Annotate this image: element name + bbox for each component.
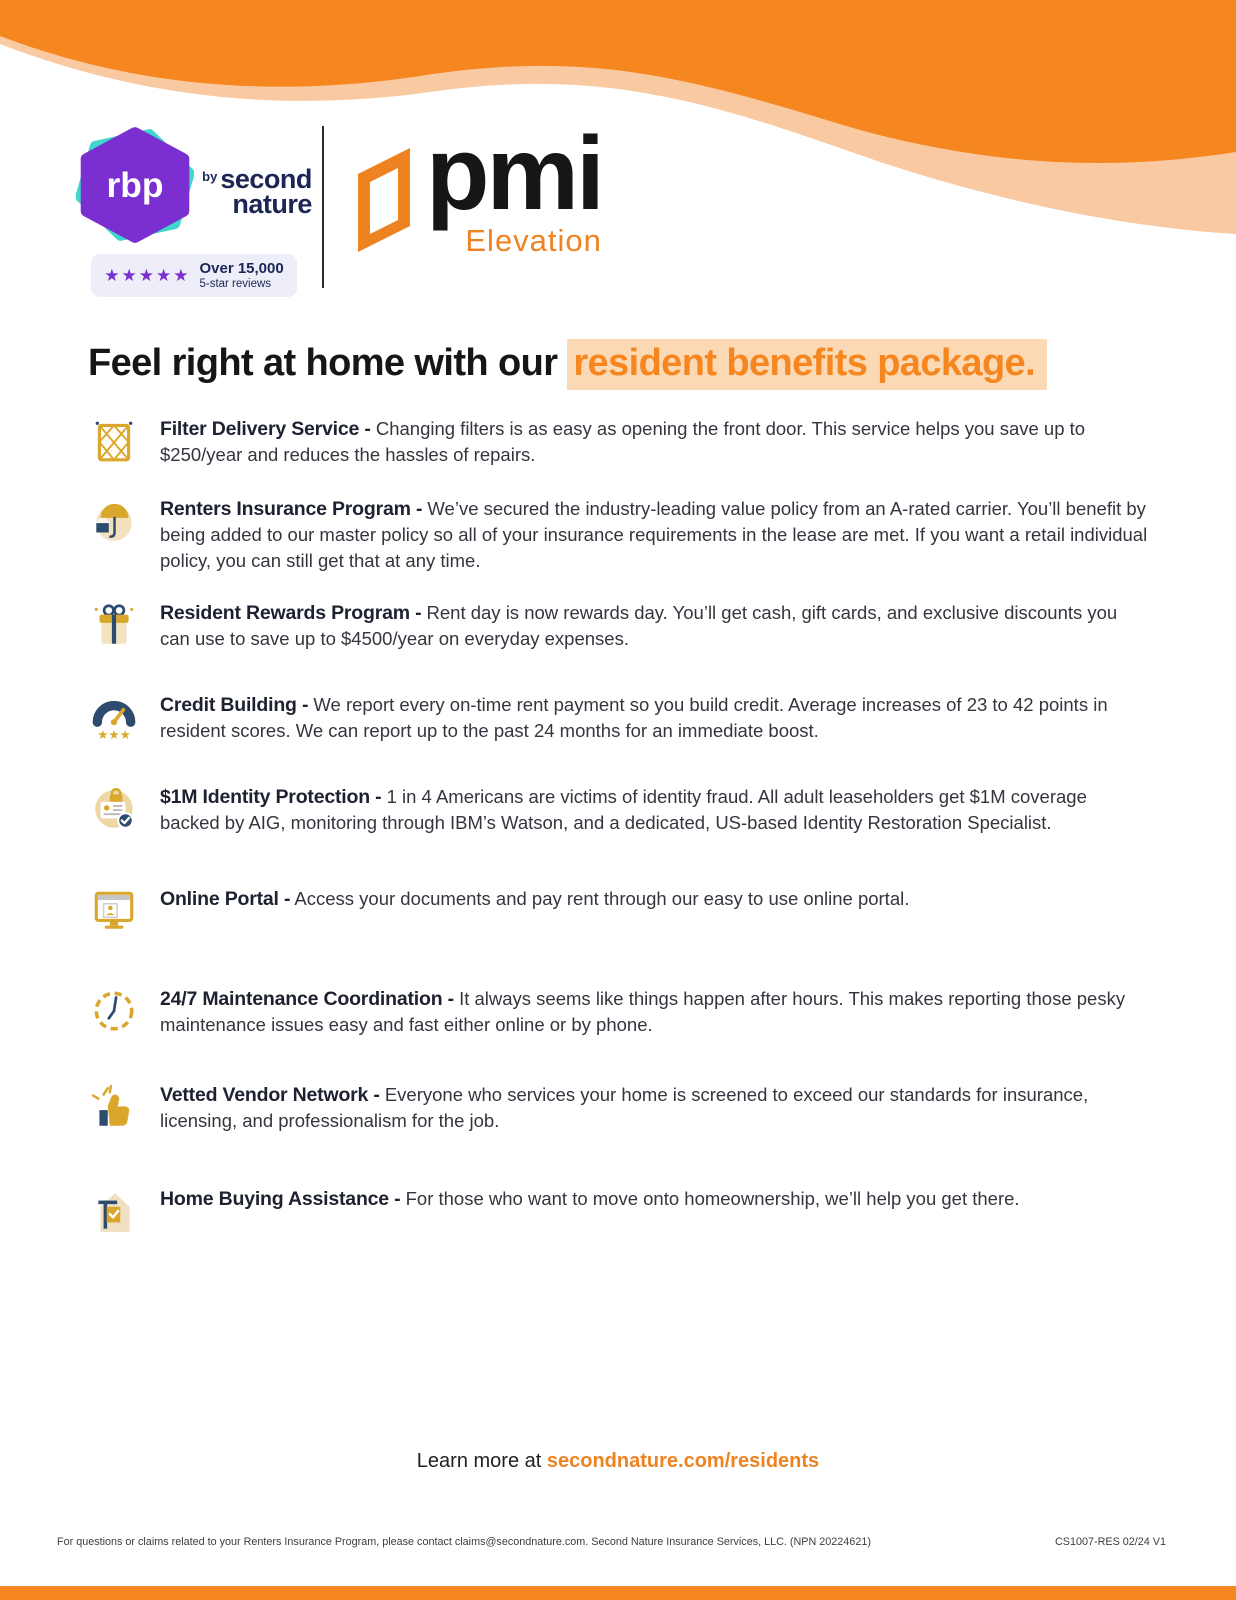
brand-row	[88, 116, 602, 297]
benefit-item-identity-protection	[86, 784, 1148, 836]
reviews-caption: 5-star reviews	[199, 277, 272, 290]
benefit-title: Filter Delivery Service -	[160, 418, 371, 440]
benefit-desc: We’ve secured the industry-leading value policy from an A-rated carrier. You’ll benefit by being added to our master policy so all of your insurance requirements in the lease are met. If you want a retail individual policy, you can still get that at any time.	[160, 498, 1148, 571]
learn-more-line	[0, 1450, 1236, 1473]
benefit-item-vendor-network	[86, 1082, 1148, 1134]
pmi-logo-block	[352, 116, 602, 259]
second-nature-wordmark	[202, 164, 312, 219]
pmi-wordmark: pmi	[426, 116, 602, 232]
reviews-count: Over 15,000	[199, 260, 284, 277]
logo-divider	[322, 126, 324, 288]
benefit-title: Home Buying Assistance -	[160, 1188, 401, 1210]
maintenance-clock-icon	[86, 986, 142, 1038]
benefit-title: Resident Rewards Program -	[160, 602, 422, 624]
rbp-logo-block	[88, 126, 312, 297]
benefit-title: Vetted Vendor Network -	[160, 1084, 380, 1106]
rbp-lockup	[76, 126, 312, 244]
benefit-desc: 1 in 4 Americans are victims of identity fraud. All adult leaseholders get $1M coverage backed by AIG, monitoring through IBM’s Watson, and a dedicated, US-based Identity Restoration Specialist.	[160, 786, 1087, 833]
by-label: by	[202, 169, 218, 185]
benefits-list	[86, 416, 1148, 1238]
five-stars-icon: ★★★★★	[104, 265, 191, 285]
benefit-item-maintenance	[86, 986, 1148, 1038]
benefit-desc: We report every on-time rent payment so you build credit. Average increases of 23 to 42 points in resident scores. We can report up to the past 24 months for an immediate boost.	[160, 694, 1108, 741]
home-buying-icon	[86, 1186, 142, 1238]
page-title-plain: Feel right at home with our	[88, 342, 558, 384]
benefit-title: Renters Insurance Program -	[160, 498, 423, 520]
benefit-item-resident-rewards	[86, 600, 1148, 652]
benefit-title: Online Portal -	[160, 888, 291, 910]
benefit-item-credit-building	[86, 692, 1148, 744]
online-portal-icon	[86, 886, 142, 938]
vetted-vendor-thumb-icon	[86, 1082, 142, 1134]
svg-text:★★★: ★★★	[97, 727, 131, 742]
pmi-elevation-label: Elevation	[465, 223, 602, 259]
benefit-desc: Everyone who services your home is screened to exceed our standards for insurance, licensing, and professionalism for the job.	[160, 1084, 1089, 1131]
credit-gauge-icon	[86, 692, 142, 744]
rbp-badge-text: rbp	[106, 165, 164, 205]
residents-link[interactable]: secondnature.com/residents	[546, 1450, 820, 1472]
document-code: CS1007-RES 02/24 V1	[1054, 1536, 1166, 1548]
page-title	[88, 342, 1047, 385]
umbrella-house-icon	[86, 496, 142, 548]
page-title-highlight: resident benefits package.	[567, 339, 1047, 390]
filter-icon	[86, 416, 142, 468]
benefit-title: 24/7 Maintenance Coordination -	[160, 988, 454, 1010]
benefit-item-online-portal	[86, 886, 1148, 938]
benefit-desc: It always seems like things happen after hours. This makes reporting those pesky maintenance issues easy and fast either online or by phone.	[160, 988, 1126, 1035]
benefit-desc: For those who want to move onto homeownership, we’ll help you get there.	[405, 1188, 1020, 1209]
legal-text: For questions or claims related to your Renters Insurance Program, please contact claims@secondnature.com. Second Nature Insurance Services, LLC. (NPN 20224621)	[57, 1536, 871, 1548]
benefit-desc: Access your documents and pay rent through our easy to use online portal.	[294, 888, 910, 909]
benefit-desc: Changing filters is as easy as opening the front door. This service helps you save up to $250/year and reduces the hassles of repairs.	[160, 418, 1086, 465]
second-nature-line2: nature	[232, 189, 312, 219]
second-nature-line1: second	[220, 164, 312, 195]
reviews-badge	[91, 254, 296, 297]
gift-icon	[86, 600, 142, 652]
learn-more-prefix: Learn more at	[416, 1450, 542, 1472]
benefit-title: Credit Building -	[160, 694, 309, 716]
benefit-title: $1M Identity Protection -	[160, 786, 382, 808]
identity-protection-icon	[86, 784, 142, 836]
rbp-hexagon-logo	[76, 126, 194, 244]
benefit-item-filter-delivery	[86, 416, 1148, 468]
benefit-item-renters-insurance	[86, 496, 1148, 574]
benefit-item-home-buying	[86, 1186, 1148, 1238]
pmi-door-icon	[352, 148, 416, 252]
benefit-desc: Rent day is now rewards day. You’ll get cash, gift cards, and exclusive discounts you can use to save up to $4500/year on everyday expenses.	[160, 602, 1118, 649]
bottom-orange-bar	[0, 1586, 1236, 1600]
